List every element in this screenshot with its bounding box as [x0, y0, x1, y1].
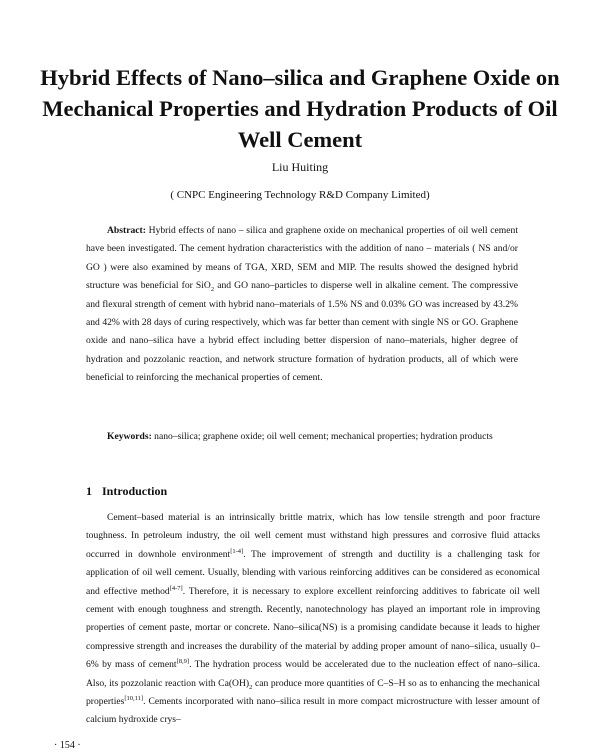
keywords-text: nano–silica; graphene oxide; oil well cement; mechanical properties; hydration products: [151, 431, 493, 442]
body-text-1: Cement–based material is an intrinsically brittle matrix, which has low tensile strength and poor fracture toughness. In petroleum industry, the oil well cement must withstand high pressures and corrosive fluid attacks occurred in downhole environment: [86, 512, 540, 560]
author-affiliation: ( CNPC Engineering Technology R&D Company Limited): [170, 189, 430, 201]
abstract-subscript: 2: [210, 286, 215, 294]
citation-1: [1-4]: [230, 547, 244, 555]
body-text-2: . The improvement of strength and ductility is a challenging task for application of oil well cement. Usually, blending with various reinforcing additives can be considered as economical and effective method: [86, 548, 540, 597]
body-text-4: . The hydration process would be accelerated due to the nucleation effect of nano–silica. Also, its pozzolanic reaction with Ca(OH): [86, 659, 541, 689]
keywords: [86, 428, 518, 446]
section-number: 1: [86, 484, 92, 498]
body-text-5: can produce more quantities of C–S–H so as to enhancing the mechanical properties: [86, 677, 540, 708]
citation-3: [8,9]: [176, 658, 190, 666]
citation-4: [10,11]: [124, 694, 144, 702]
abstract-text-1: Hybrid effects of nano – silica and graphene oxide on mechanical properties of oil well cement have been investigated. The cement hydration characteristics with the addition of nano – materials ( NS and/or GO ) were also examined by means of TGA, XRD, SEM and MIP. The results showed the designed hybrid structure was beneficial for SiO: [86, 225, 518, 292]
page-number: · 154 ·: [54, 740, 81, 751]
abstract-label: Abstract:: [107, 225, 146, 236]
introduction-paragraph: [86, 509, 540, 730]
section-title: Introduction: [102, 484, 168, 498]
abstract-text-2: and GO nano–particles to disperse well in alkaline cement. The compressive and flexural strength of cement with hybrid nano–materials of 1.5% NS and 0.03% GO was increased by 43.2% and 42% with 28 days of curing respectively, which was far better than cement with single NS or GO. Graphene oxide and nano–silica have a hybrid effect including better dispersion of nano–materials, higher degree of hydration and pozzolanic reaction, and network structure formation of hydration products, all of which were beneficial to reinforcing the mechanical properties of cement.: [86, 280, 518, 384]
abstract: [86, 222, 518, 388]
subscript-2: 2: [249, 683, 253, 691]
keywords-label: Keywords:: [107, 431, 152, 442]
author-name: Liu Huiting: [271, 160, 329, 174]
body-text-3: . Therefore, it is necessary to explore excellent reinforcing additives to fabricate oil well cement with enough toughness and strength. Recently, nanotechnology has played an important role in improving properties of cement paste, mortar or concrete. Nano–silica(NS) is a promising candidate because it leads to higher compressive strength and increases the durability of the material by adding proper amount of nano–silica, usually 0–6% by mass of cement: [86, 585, 540, 671]
section-heading: [86, 484, 167, 499]
citation-2: [4-7]: [169, 584, 183, 592]
paper-title: Hybrid Effects of Nano–silica and Graphene Oxide on Mechanical Properties and Hydration Products of Oil Well Cement: [40, 65, 560, 152]
body-text-6: . Cements incorporated with nano–silica result in more compact microstructure with lesser amount of calcium hydroxide crys–: [86, 696, 540, 726]
